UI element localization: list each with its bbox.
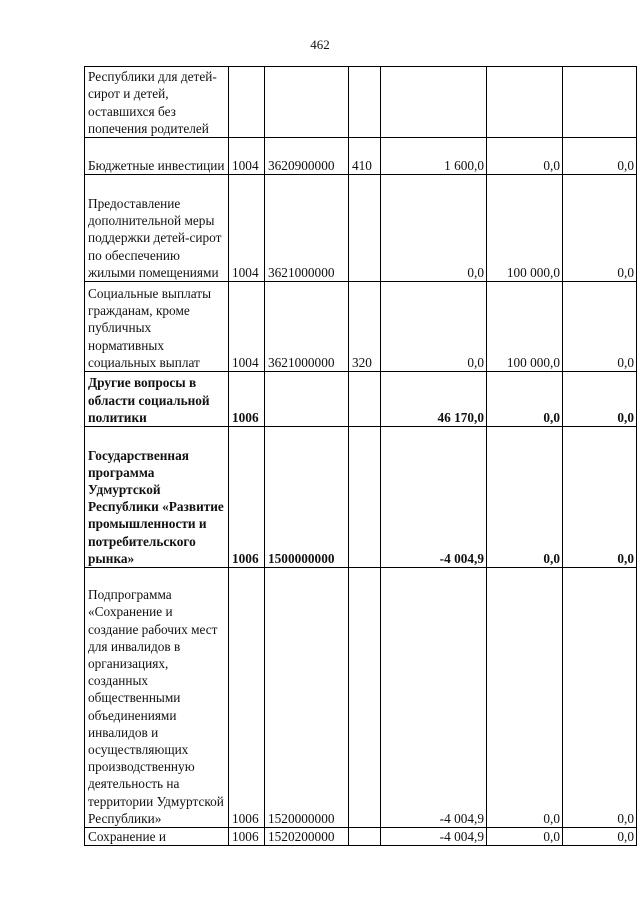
cell-csr: [265, 372, 349, 427]
table-row: [85, 828, 637, 846]
cell-value-2: 0,0: [487, 568, 563, 828]
budget-table: [84, 66, 637, 846]
cell-vr: [349, 828, 381, 846]
cell-value-2: [487, 67, 563, 138]
cell-csr: 3621000000: [265, 175, 349, 282]
cell-vr: [349, 67, 381, 138]
cell-csr: [265, 67, 349, 138]
table-row: [85, 282, 637, 372]
table-row: [85, 427, 637, 568]
cell-name: Государственная программа Удмуртской Республики «Развитие промышленности и потребительского рынка»: [85, 427, 229, 568]
cell-value-2: 0,0: [487, 138, 563, 175]
cell-csr: 1520200000: [265, 828, 349, 846]
cell-name: Другие вопросы в области социальной политики: [85, 372, 229, 427]
table-row: [85, 568, 637, 828]
cell-rz: 1004: [229, 175, 265, 282]
cell-csr: 3621000000: [265, 282, 349, 372]
cell-name: Социальные выплаты гражданам, кроме публичных нормативных социальных выплат: [85, 282, 229, 372]
cell-value-2: 0,0: [487, 427, 563, 568]
cell-name: Подпрограмма «Сохранение и создание рабочих мест для инвалидов в организациях, созданных общественными объединениями инвалидов и осуществляющих производственную деятельность на территории Удмуртской Республики»: [85, 568, 229, 828]
cell-name: Республики для детей-сирот и детей, оставшихся без попечения родителей: [85, 67, 229, 138]
cell-rz: 1006: [229, 427, 265, 568]
cell-name: Предоставление дополнительной меры поддержки детей-сирот по обеспечению жилыми помещениями: [85, 175, 229, 282]
cell-rz: 1006: [229, 828, 265, 846]
cell-value-1: 0,0: [381, 175, 487, 282]
cell-value-1: 46 170,0: [381, 372, 487, 427]
table-row: [85, 372, 637, 427]
cell-vr: 410: [349, 138, 381, 175]
cell-name: Сохранение и: [85, 828, 229, 846]
cell-rz: 1006: [229, 568, 265, 828]
table-body: [85, 67, 637, 846]
cell-rz: 1004: [229, 138, 265, 175]
cell-value-1: -4 004,9: [381, 828, 487, 846]
cell-value-3: 0,0: [563, 175, 637, 282]
cell-csr: 1500000000: [265, 427, 349, 568]
page-number: 462: [310, 37, 330, 52]
cell-value-2: 0,0: [487, 828, 563, 846]
cell-value-3: 0,0: [563, 372, 637, 427]
cell-rz: 1004: [229, 282, 265, 372]
cell-rz: 1006: [229, 372, 265, 427]
cell-value-3: [563, 67, 637, 138]
cell-vr: 320: [349, 282, 381, 372]
cell-value-3: 0,0: [563, 568, 637, 828]
table-row: [85, 138, 637, 175]
cell-value-3: 0,0: [563, 282, 637, 372]
cell-value-1: 1 600,0: [381, 138, 487, 175]
cell-rz: [229, 67, 265, 138]
cell-value-3: 0,0: [563, 138, 637, 175]
cell-value-3: 0,0: [563, 427, 637, 568]
cell-value-3: 0,0: [563, 828, 637, 846]
cell-value-1: 0,0: [381, 282, 487, 372]
cell-value-1: -4 004,9: [381, 568, 487, 828]
cell-vr: [349, 372, 381, 427]
table-row: [85, 175, 637, 282]
cell-csr: 1520000000: [265, 568, 349, 828]
cell-value-2: 100 000,0: [487, 282, 563, 372]
cell-value-1: [381, 67, 487, 138]
cell-value-2: 0,0: [487, 372, 563, 427]
cell-value-1: -4 004,9: [381, 427, 487, 568]
table-row: [85, 67, 637, 138]
cell-name: Бюджетные инвестиции: [85, 138, 229, 175]
cell-vr: [349, 427, 381, 568]
cell-vr: [349, 568, 381, 828]
cell-vr: [349, 175, 381, 282]
cell-value-2: 100 000,0: [487, 175, 563, 282]
cell-csr: 3620900000: [265, 138, 349, 175]
